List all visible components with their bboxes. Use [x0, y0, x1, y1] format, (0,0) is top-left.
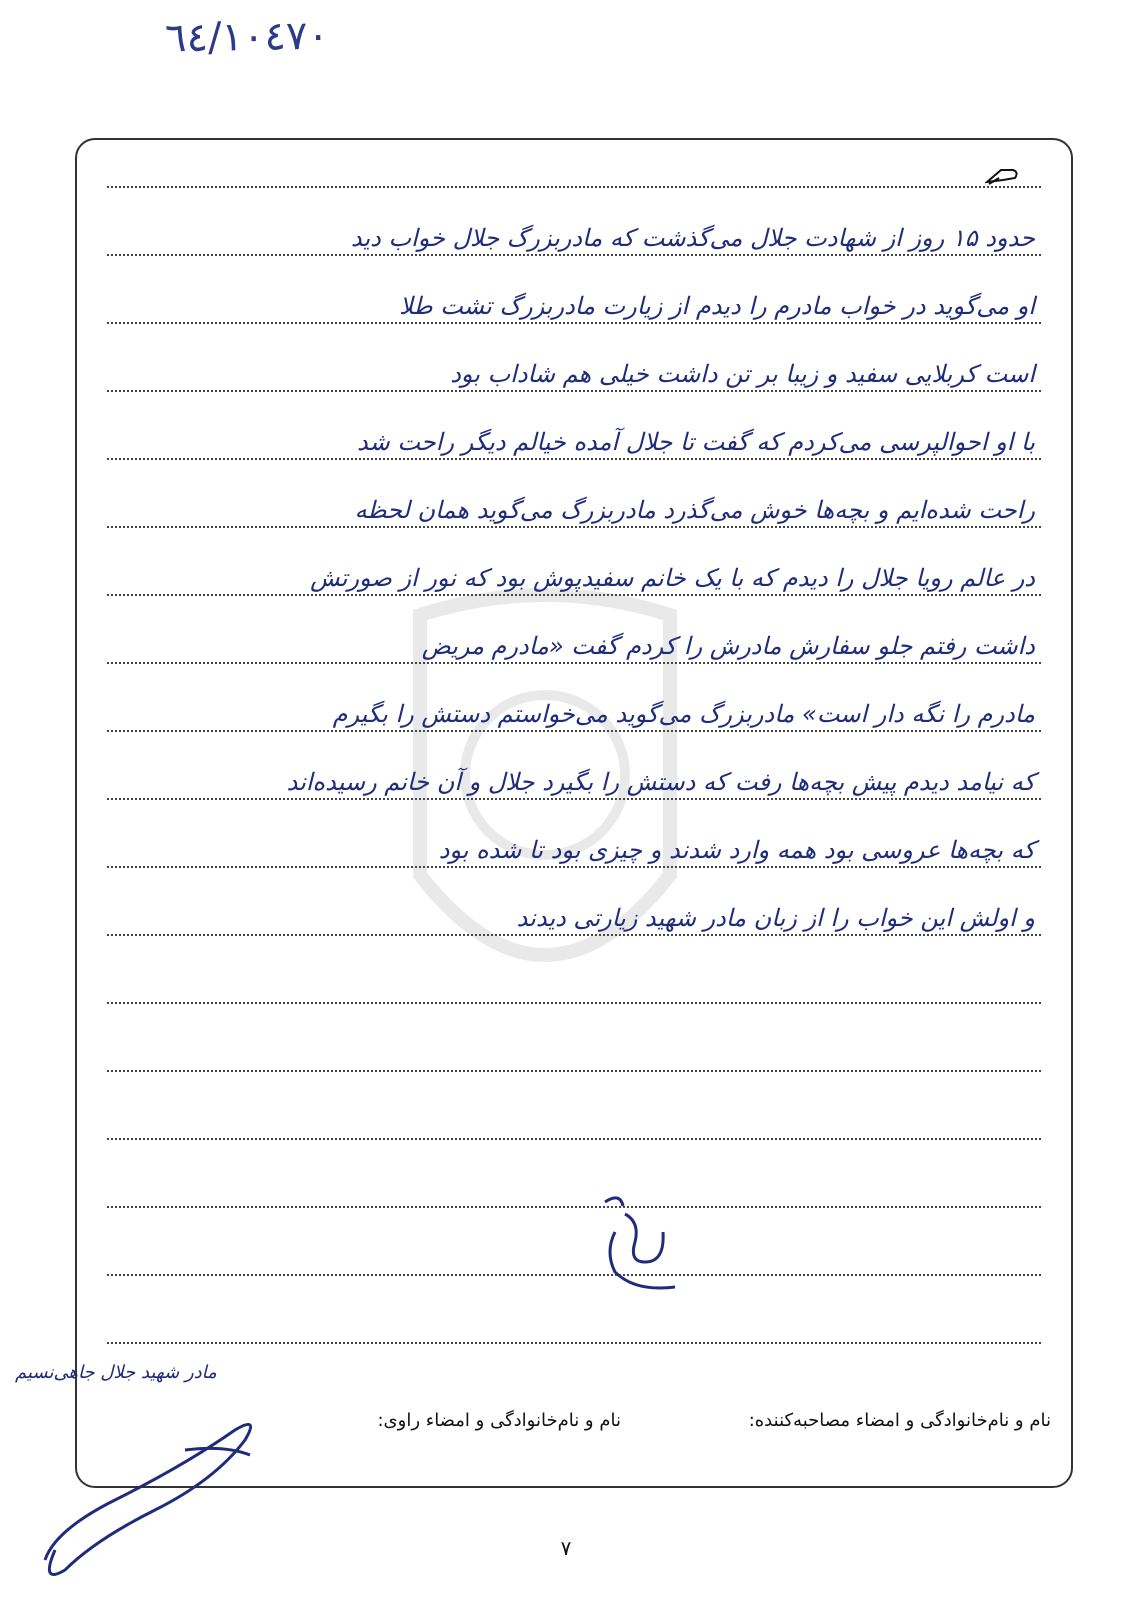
- handwritten-line-text: که نیامد دیدم پیش بچه‌ها رفت که دستش را بگیرد جلال و آن خانم رسیده‌اند: [286, 768, 1035, 796]
- ruled-line: [107, 632, 1041, 664]
- ruled-line: [107, 1070, 1041, 1072]
- handwritten-line-text: مادرم را نگه دار است» مادربزرگ می‌گوید می‌خواستم دستش را بگیرم: [332, 700, 1035, 728]
- ruled-line: [107, 700, 1041, 732]
- handwritten-line-text: او می‌گوید در خواب مادرم را دیدم از زیارت مادربزرگ تشت طلا: [399, 292, 1035, 320]
- narrator-label: نام و نام‌خانوادگی و امضاء راوی:: [377, 1410, 621, 1431]
- handwritten-line-text: و اولش این خواب را از زبان مادر شهید زیارتی دیدند: [516, 904, 1035, 932]
- ruled-line: [107, 904, 1041, 936]
- ruled-line: [107, 186, 1041, 188]
- ruled-line: [107, 428, 1041, 460]
- narrator-handwritten-name: مادر شهید جلال جاهی‌نسیم: [15, 1362, 217, 1383]
- interviewer-signature: [545, 1192, 685, 1302]
- ruled-line: [107, 836, 1041, 868]
- handwritten-line-text: که بچه‌ها عروسی بود همه وارد شدند و چیزی بود تا شده بود: [438, 836, 1035, 864]
- handwritten-line-text: در عالم رویا جلال را دیدم که با یک خانم سفیدپوش بود که نور از صورتش: [310, 564, 1035, 592]
- handwritten-line-text: راحت شده‌ایم و بچه‌ها خوش می‌گذرد مادربزرگ می‌گوید همان لحظه: [354, 496, 1035, 524]
- ruled-line: [107, 224, 1041, 256]
- ruled-line: [107, 360, 1041, 392]
- ruled-line: [107, 292, 1041, 324]
- handwritten-line-text: حدود ۱۵ روز از شهادت جلال می‌گذشت که مادربزرگ جلال خواب دید: [350, 224, 1035, 252]
- ruled-line: [107, 1002, 1041, 1004]
- handwritten-line-text: است کربلایی سفید و زیبا بر تن داشت خیلی هم شاداب بود: [450, 360, 1035, 388]
- writing-lines: [107, 140, 1041, 1340]
- ruled-line: [107, 564, 1041, 596]
- interviewer-label: نام و نام‌خانوادگی و امضاء مصاحبه‌کننده:: [748, 1410, 1051, 1431]
- ruled-line: [107, 1138, 1041, 1140]
- ruled-line: [107, 1342, 1041, 1344]
- handwritten-line-text: با او احوالپرسی می‌کردم که گفت تا جلال آمده خیالم دیگر راحت شد: [357, 428, 1035, 456]
- handwritten-line-text: داشت رفتم جلو سفارش مادرش را کردم گفت «مادرم مریض: [421, 632, 1035, 660]
- ruled-line: [107, 768, 1041, 800]
- document-number: ٦٤/١٠٤٧٠: [164, 12, 330, 62]
- ruled-line: [107, 496, 1041, 528]
- page-number: ۷: [560, 1536, 572, 1560]
